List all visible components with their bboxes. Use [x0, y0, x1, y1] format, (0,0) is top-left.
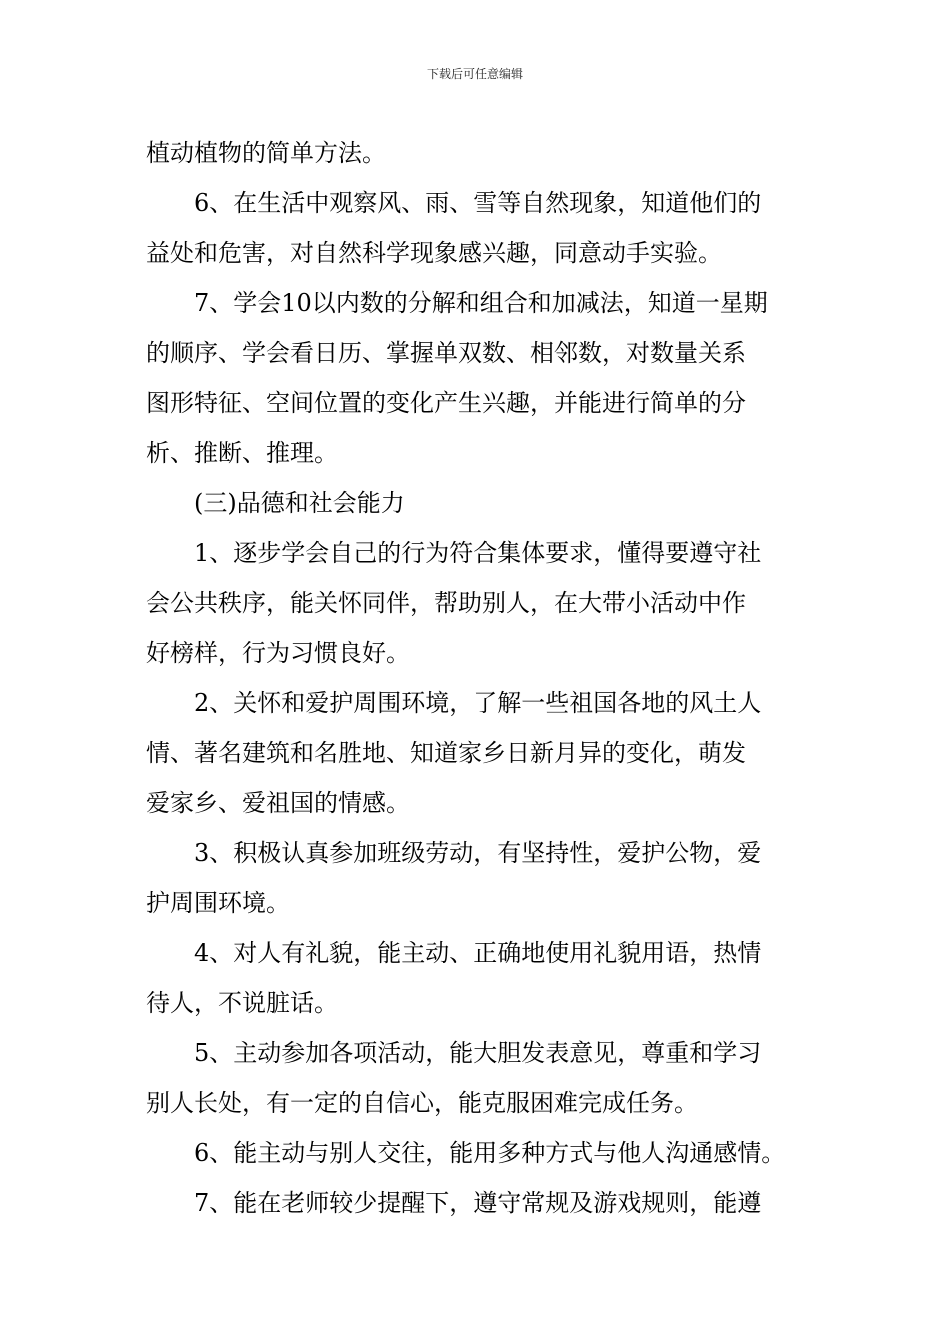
text-line: 别人长处，有一定的自信心，能克服困难完成任务。	[146, 1089, 698, 1117]
page-header: 下载后可任意编辑	[426, 67, 523, 81]
text-line: 7、能在老师较少提醒下，遵守常规及游戏规则，能遵	[194, 1189, 762, 1217]
text-line: 爱家乡、爱祖国的情感。	[146, 789, 410, 817]
section-heading: (三)品德和社会能力	[194, 489, 405, 517]
text-line: 护周围环境。	[146, 889, 290, 917]
text-line: 1、逐步学会自己的行为符合集体要求，懂得要遵守社	[194, 539, 762, 567]
text-line: 情、著名建筑和名胜地、知道家乡日新月异的变化，萌发	[146, 739, 746, 767]
text-line: 益处和危害，对自然科学现象感兴趣，同意动手实验。	[146, 239, 722, 267]
document-body	[146, 128, 808, 1228]
text-line: 会公共秩序，能关怀同伴，帮助别人，在大带小活动中作	[146, 589, 746, 617]
text-line: 6、能主动与别人交往，能用多种方式与他人沟通感情。	[194, 1139, 786, 1167]
text-line: 植动植物的简单方法。	[146, 139, 386, 167]
text-line: 7、学会10以内数的分解和组合和加减法，知道一星期	[194, 289, 768, 317]
text-line: 析、推断、推理。	[146, 439, 338, 467]
text-line: 5、主动参加各项活动，能大胆发表意见，尊重和学习	[194, 1039, 762, 1067]
text-line: 6、在生活中观察风、雨、雪等自然现象，知道他们的	[194, 189, 762, 217]
text-line: 的顺序、学会看日历、掌握单双数、相邻数，对数量关系	[146, 339, 746, 367]
text-line: 待人，不说脏话。	[146, 989, 338, 1017]
text-line: 2、关怀和爱护周围环境，了解一些祖国各地的风土人	[194, 689, 762, 717]
text-line: 3、积极认真参加班级劳动，有坚持性，爱护公物，爱	[194, 839, 762, 867]
text-line: 图形特征、空间位置的变化产生兴趣，并能进行简单的分	[146, 389, 746, 417]
text-line: 好榜样，行为习惯良好。	[146, 639, 410, 667]
text-line: 4、对人有礼貌，能主动、正确地使用礼貌用语，热情	[194, 939, 762, 967]
